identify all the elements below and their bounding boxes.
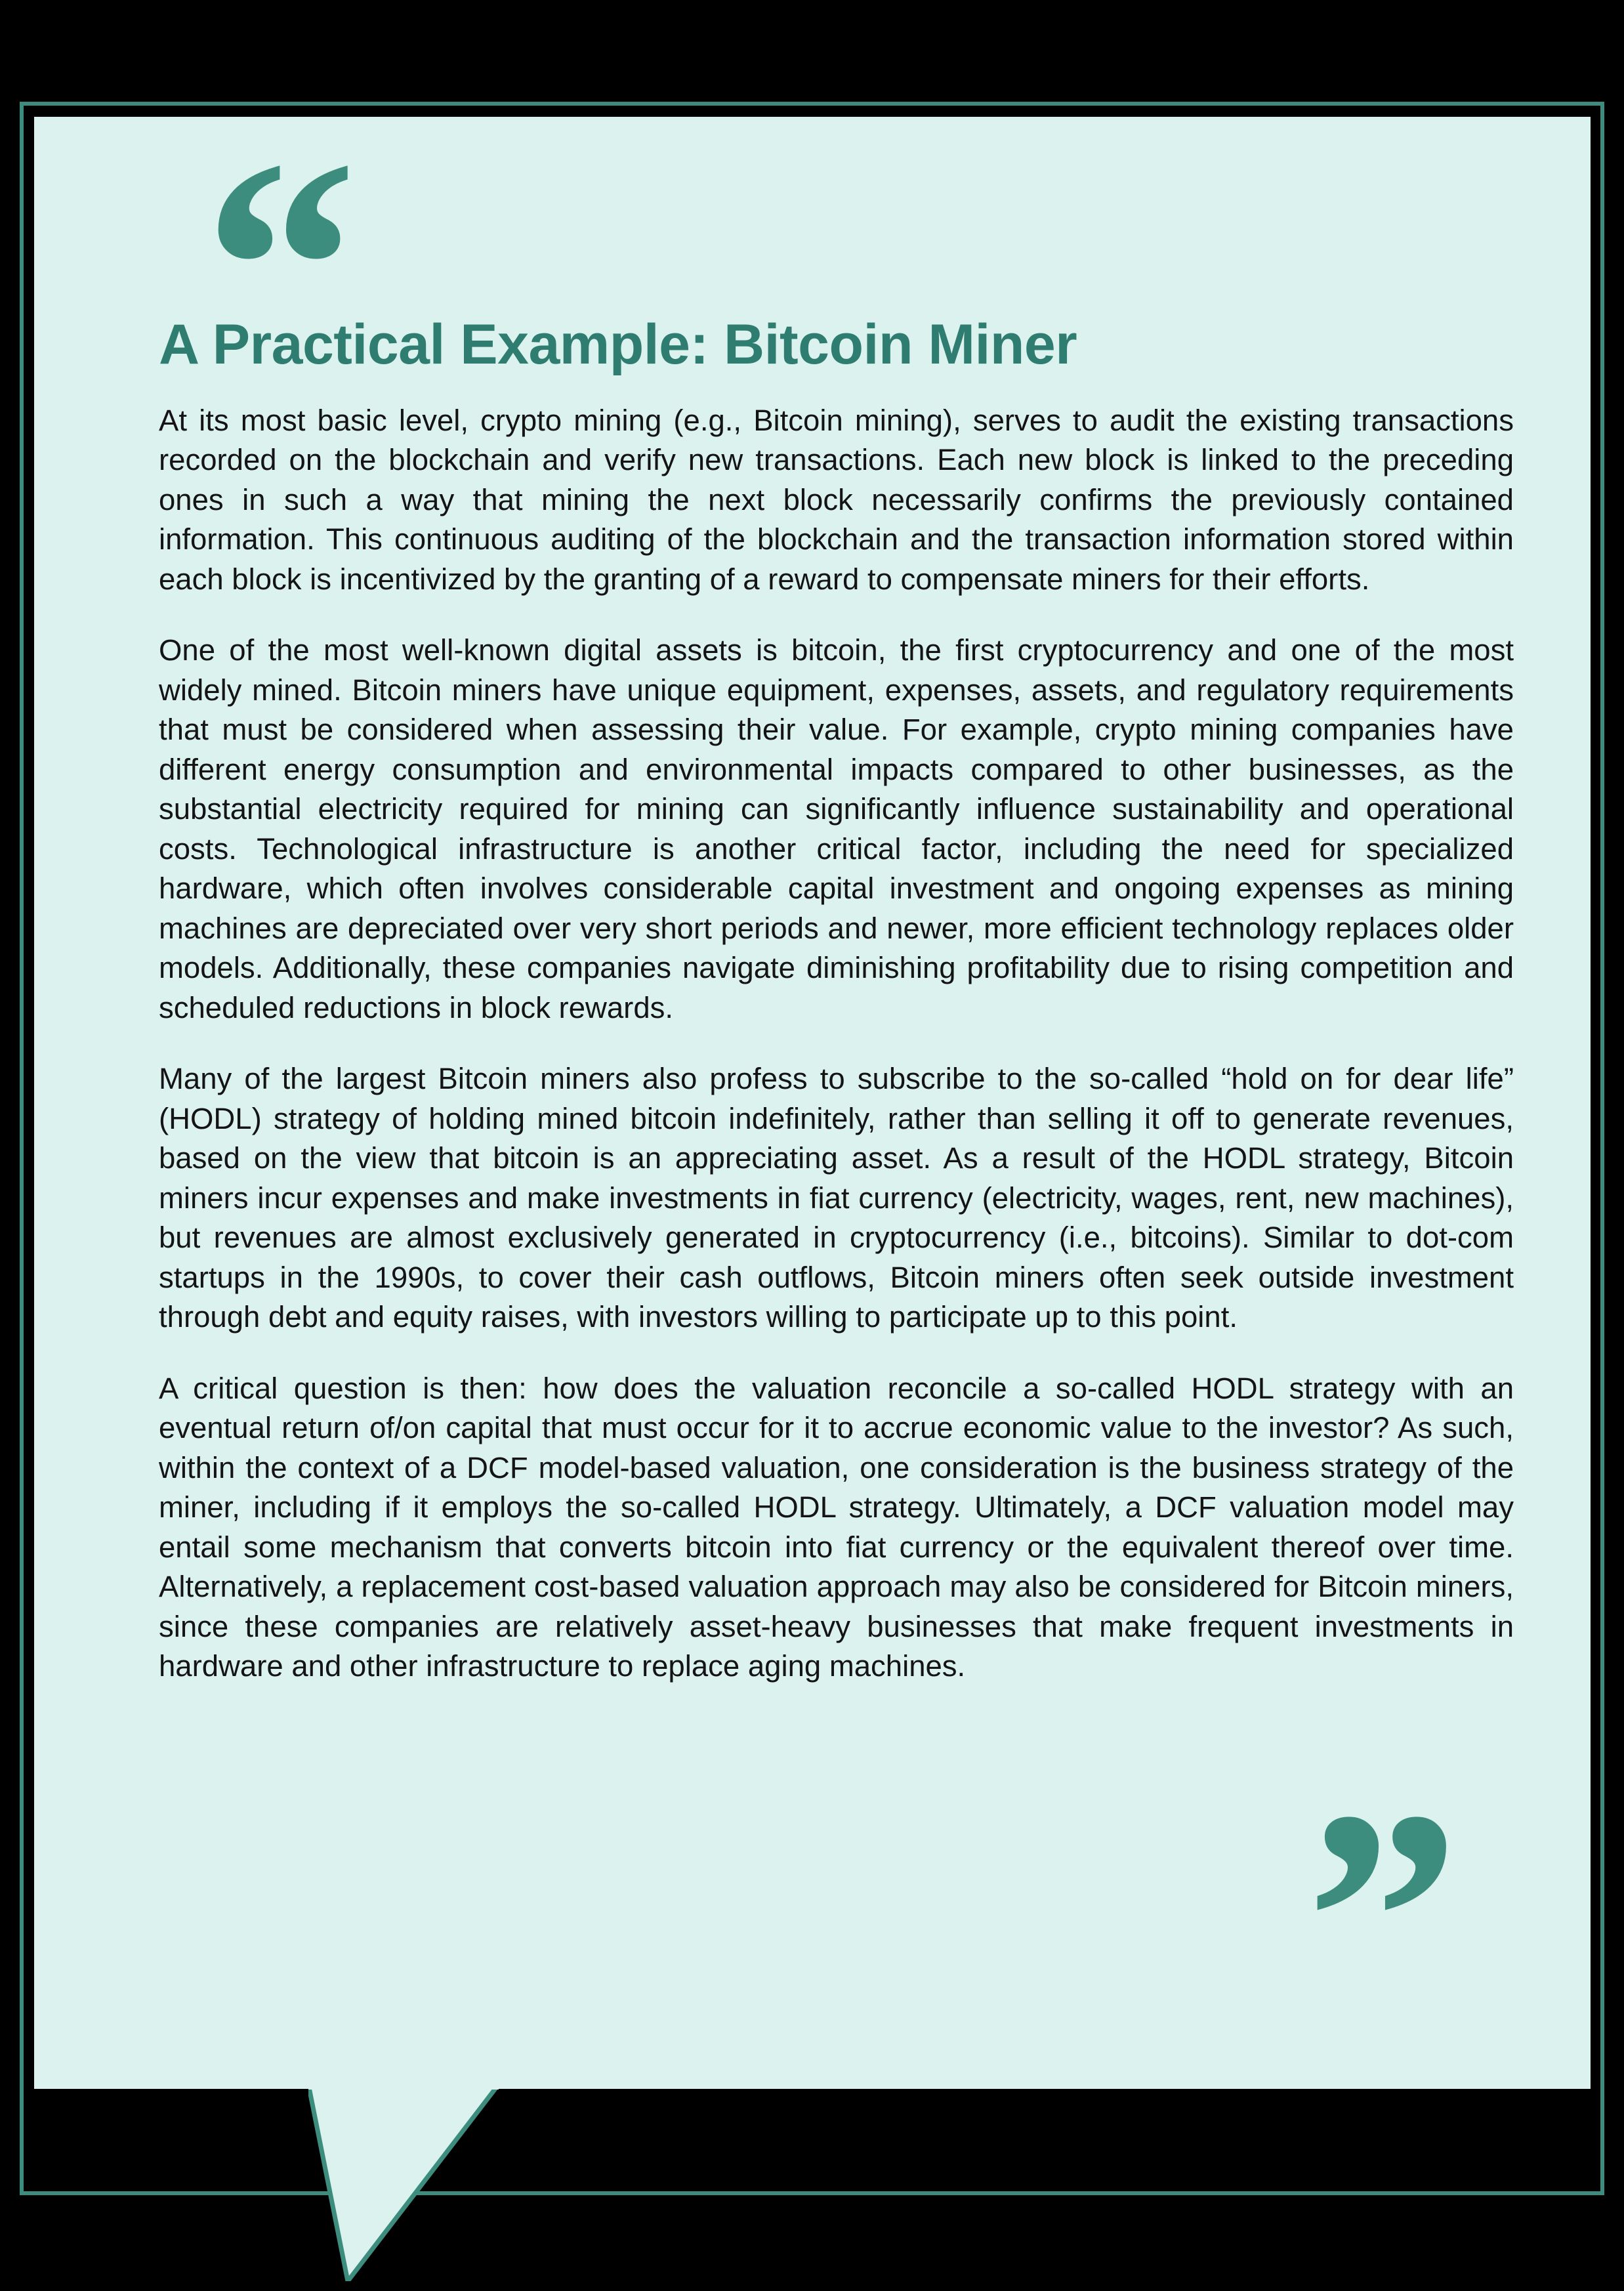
paragraph: One of the most well-known digital assets is bitcoin, the first cryptocurrency and one of the most widely mined. Bitcoin miners have unique equipment, expenses, assets, and regulatory requirements that must be considered when assessing their value. For example, crypto mining companies have different energy consumption and environmental impacts compared to other businesses, as the substantial electricity required for mining can significantly influence sustainability and operational costs. Technological infrastructure is another critical factor, including the need for specialized hardware, which often involves considerable capital investment and ongoing expenses as mining machines are depreciated over very short periods and newer, more efficient technology replaces older models. Additionally, these companies navigate diminishing profitability due to rising competition and scheduled reductions in block rewards. [159,633,1514,1024]
close-quote-icon: ” [1306,1747,1456,2089]
open-quote-icon: “ [203,96,354,438]
paragraph: A critical question is then: how does the valuation reconcile a so-called HODL strategy with an eventual return of/on capital that must occur for it to accrue economic value to the investor? As such, within the context of a DCF model-based valuation, one consideration is the business strategy of the miner, including if it employs the so-called HODL strategy. Ultimately, a DCF valuation model may entail some mechanism that converts bitcoin into fiat currency or the equivalent thereof over time. Alternatively, a replacement cost-based valuation approach may also be considered for Bitcoin miners, since these companies are relatively asset-heavy businesses that make frequent investments in hardware and other infrastructure to replace aging machines. [159,1371,1514,1683]
article-content [159,314,1514,1687]
paragraph: Many of the largest Bitcoin miners also profess to subscribe to the so-called “hold on for dear life” (HODL) strategy of holding mined bitcoin indefinitely, rather than selling it off to generate revenues, based on the view that bitcoin is an appreciating asset. As a result of the HODL strategy, Bitcoin miners incur expenses and make investments in fiat currency (electricity, wages, rent, new machines), but revenues are almost exclusively generated in cryptocurrency (i.e., bitcoins). Similar to dot-com startups in the 1990s, to cover their cash outflows, Bitcoin miners often seek outside investment through debt and equity raises, with investors willing to participate up to this point. [159,1062,1514,1334]
paragraph: At its most basic level, crypto mining (e.g., Bitcoin mining), serves to audit the existing transactions recorded on the blockchain and verify new transactions. Each new block is linked to the preceding ones in such a way that mining the next block necessarily confirms the previously contained information. This continuous auditing of the blockchain and the transaction information stored within each block is incentivized by the granting of a reward to compensate miners for their efforts. [159,403,1514,596]
quote-card [34,96,1591,2089]
speech-bubble-tail [308,2084,499,2281]
page-title: A Practical Example: Bitcoin Miner [159,313,1077,376]
speech-bubble-tail-shape [308,2084,499,2281]
